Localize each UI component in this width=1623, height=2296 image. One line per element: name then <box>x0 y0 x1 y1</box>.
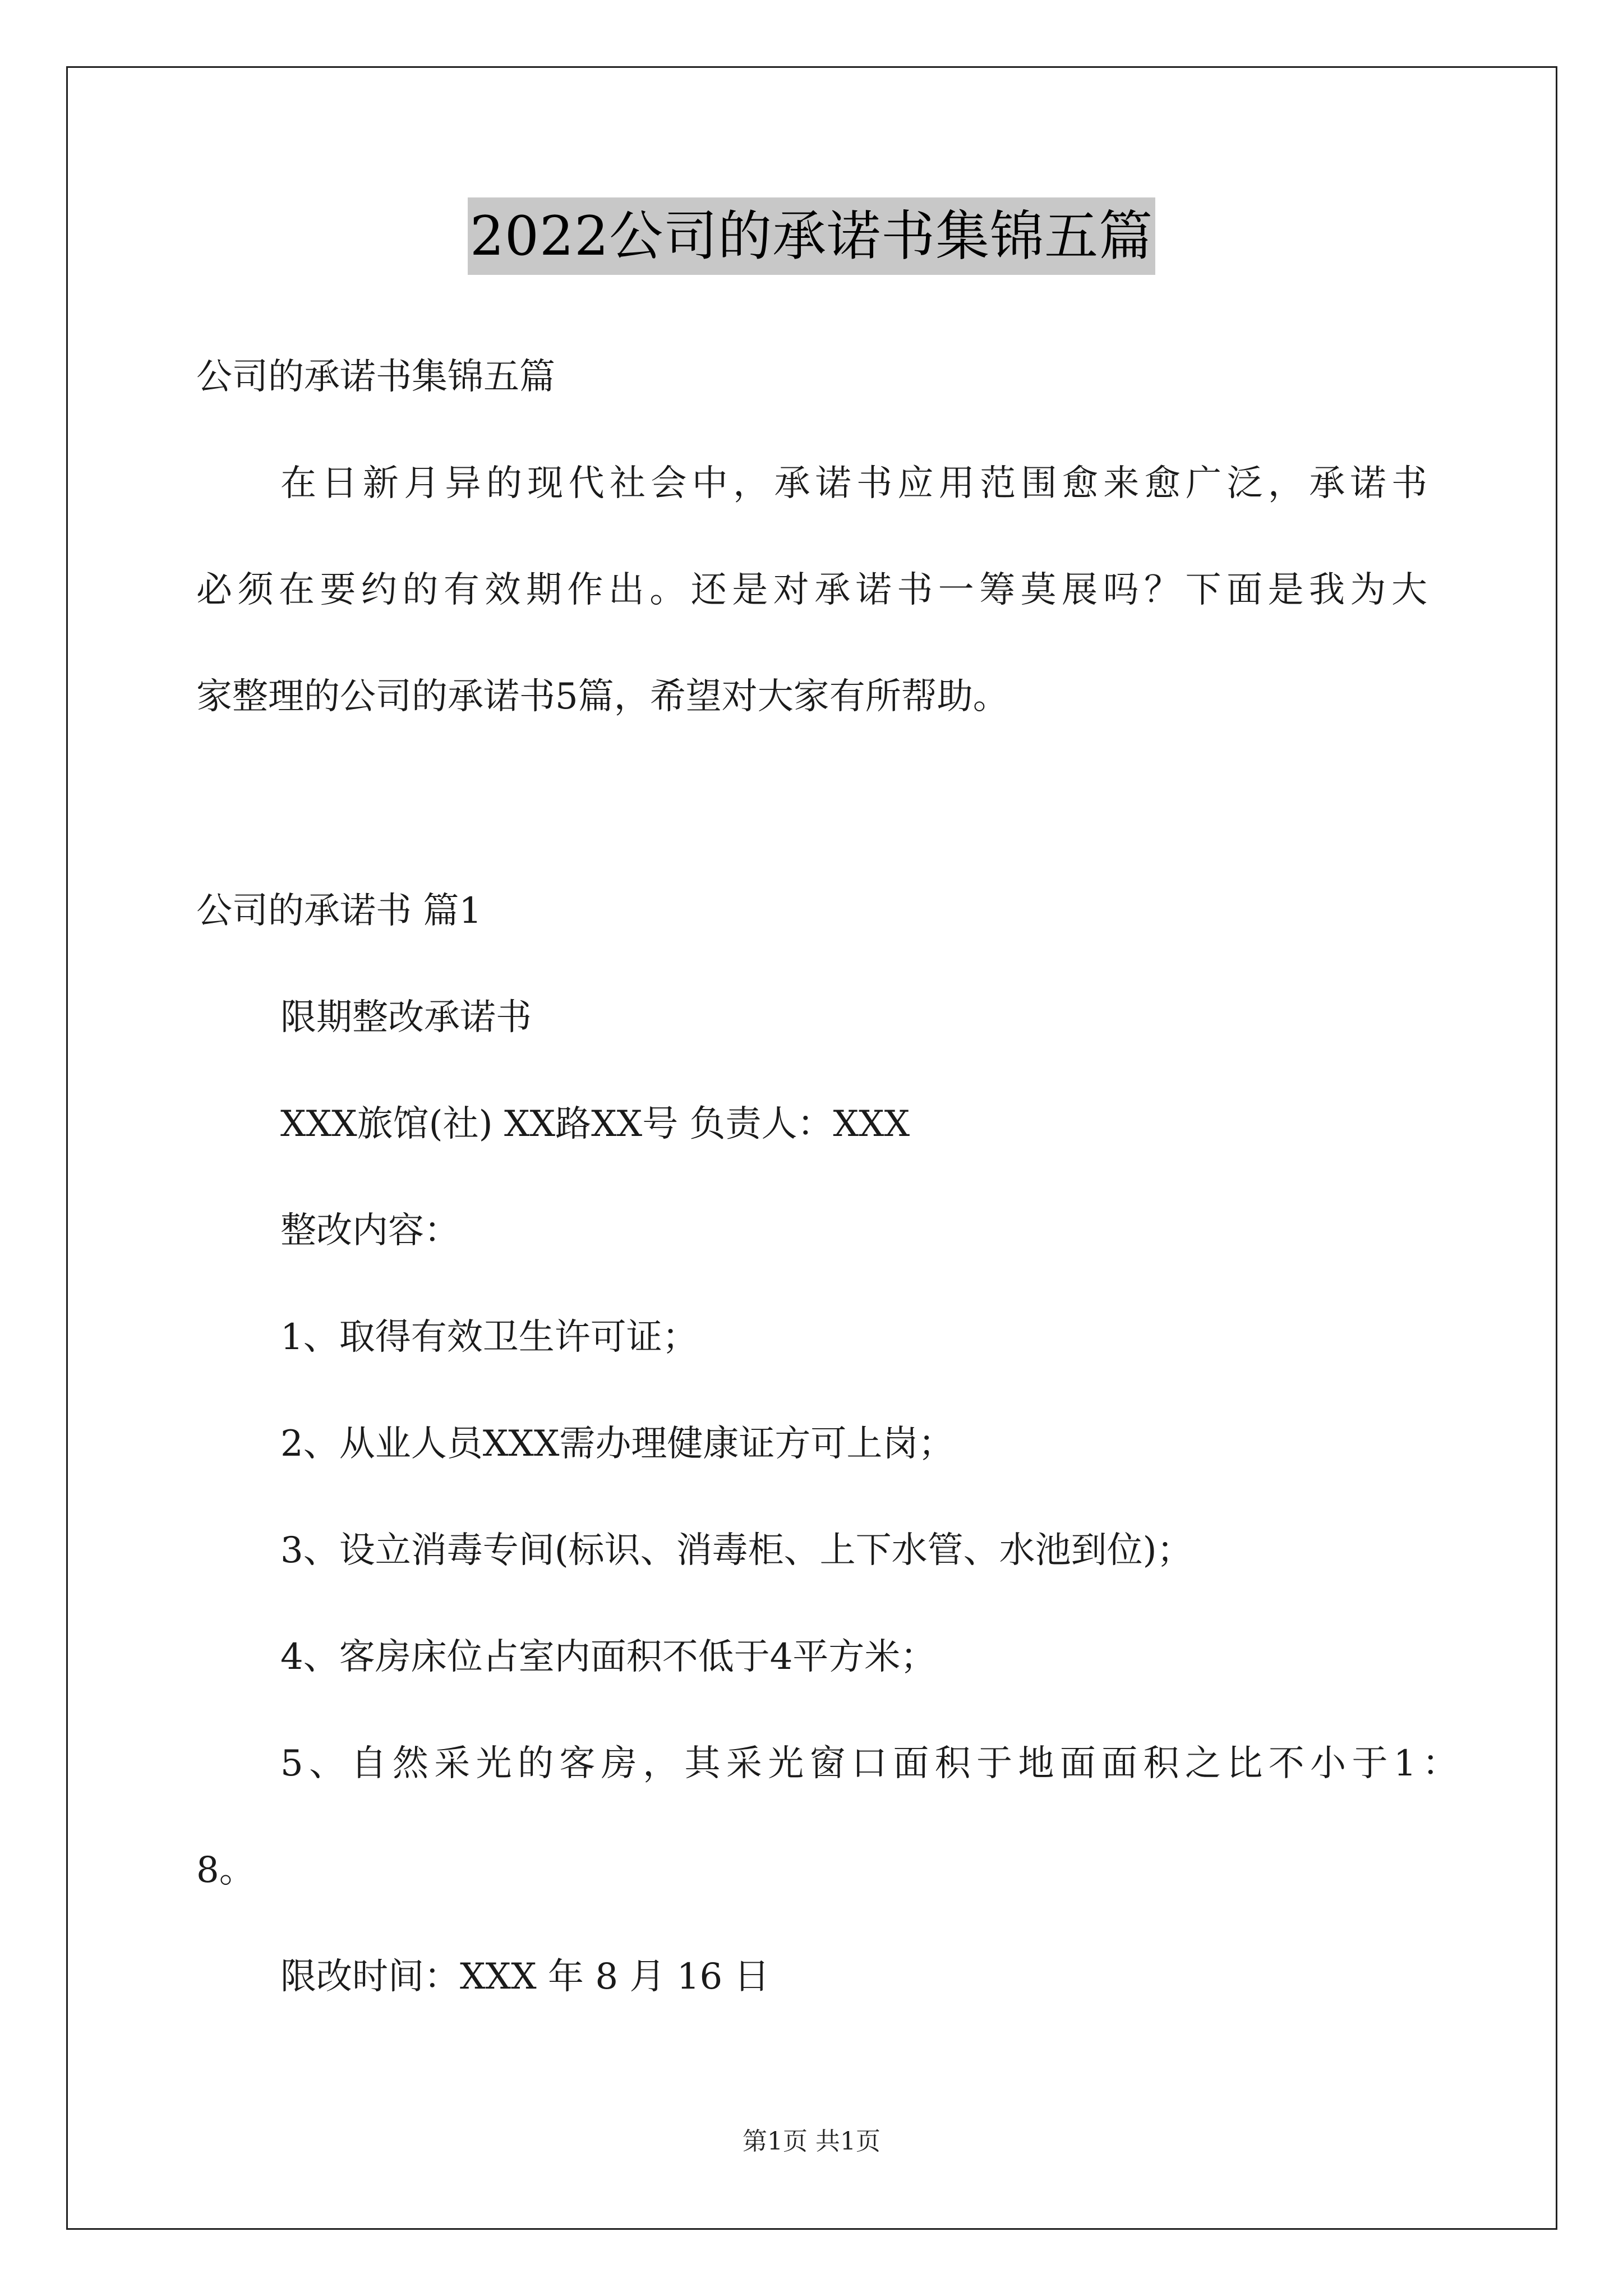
intro-line-2: 必须在要约的有效期作出。还是对承诺书一筹莫展吗？下面是我为大 <box>196 569 1427 611</box>
list-item: 3、设立消毒专间(标识、消毒柜、上下水管、水池到位)； <box>280 1530 1193 1571</box>
list-item-continuation: 8。 <box>196 1849 255 1891</box>
list-item: 2、从业人员XXX需办理健康证方可上岗； <box>280 1423 955 1465</box>
pledge-info: XXX旅馆(社) XX路XX号 负责人：XXX <box>280 1103 910 1145</box>
intro-line-3: 家整理的公司的承诺书5篇，希望对大家有所帮助。 <box>196 676 1009 717</box>
page-footer: 第1页 共1页 <box>743 2127 880 2156</box>
deadline-text: 限改时间：XXX 年 8 月 16 日 <box>280 1956 770 1998</box>
list-item: 5、自然采光的客房，其采光窗口面积于地面面积之比不小于1： <box>280 1743 1458 1784</box>
intro-line-1: 在日新月异的现代社会中，承诺书应用范围愈来愈广泛，承诺书 <box>280 463 1427 504</box>
title-container <box>0 197 1623 275</box>
content-label: 整改内容： <box>280 1210 460 1251</box>
document-title: 2022公司的承诺书集锦五篇 <box>468 197 1155 275</box>
list-item: 4、客房床位占室内面积不低于4平方米； <box>280 1636 937 1678</box>
subtitle: 公司的承诺书集锦五篇 <box>196 356 555 398</box>
section-heading: 公司的承诺书 篇1 <box>196 890 482 932</box>
list-item: 1、取得有效卫生许可证； <box>280 1317 698 1358</box>
pledge-title: 限期整改承诺书 <box>280 997 532 1038</box>
